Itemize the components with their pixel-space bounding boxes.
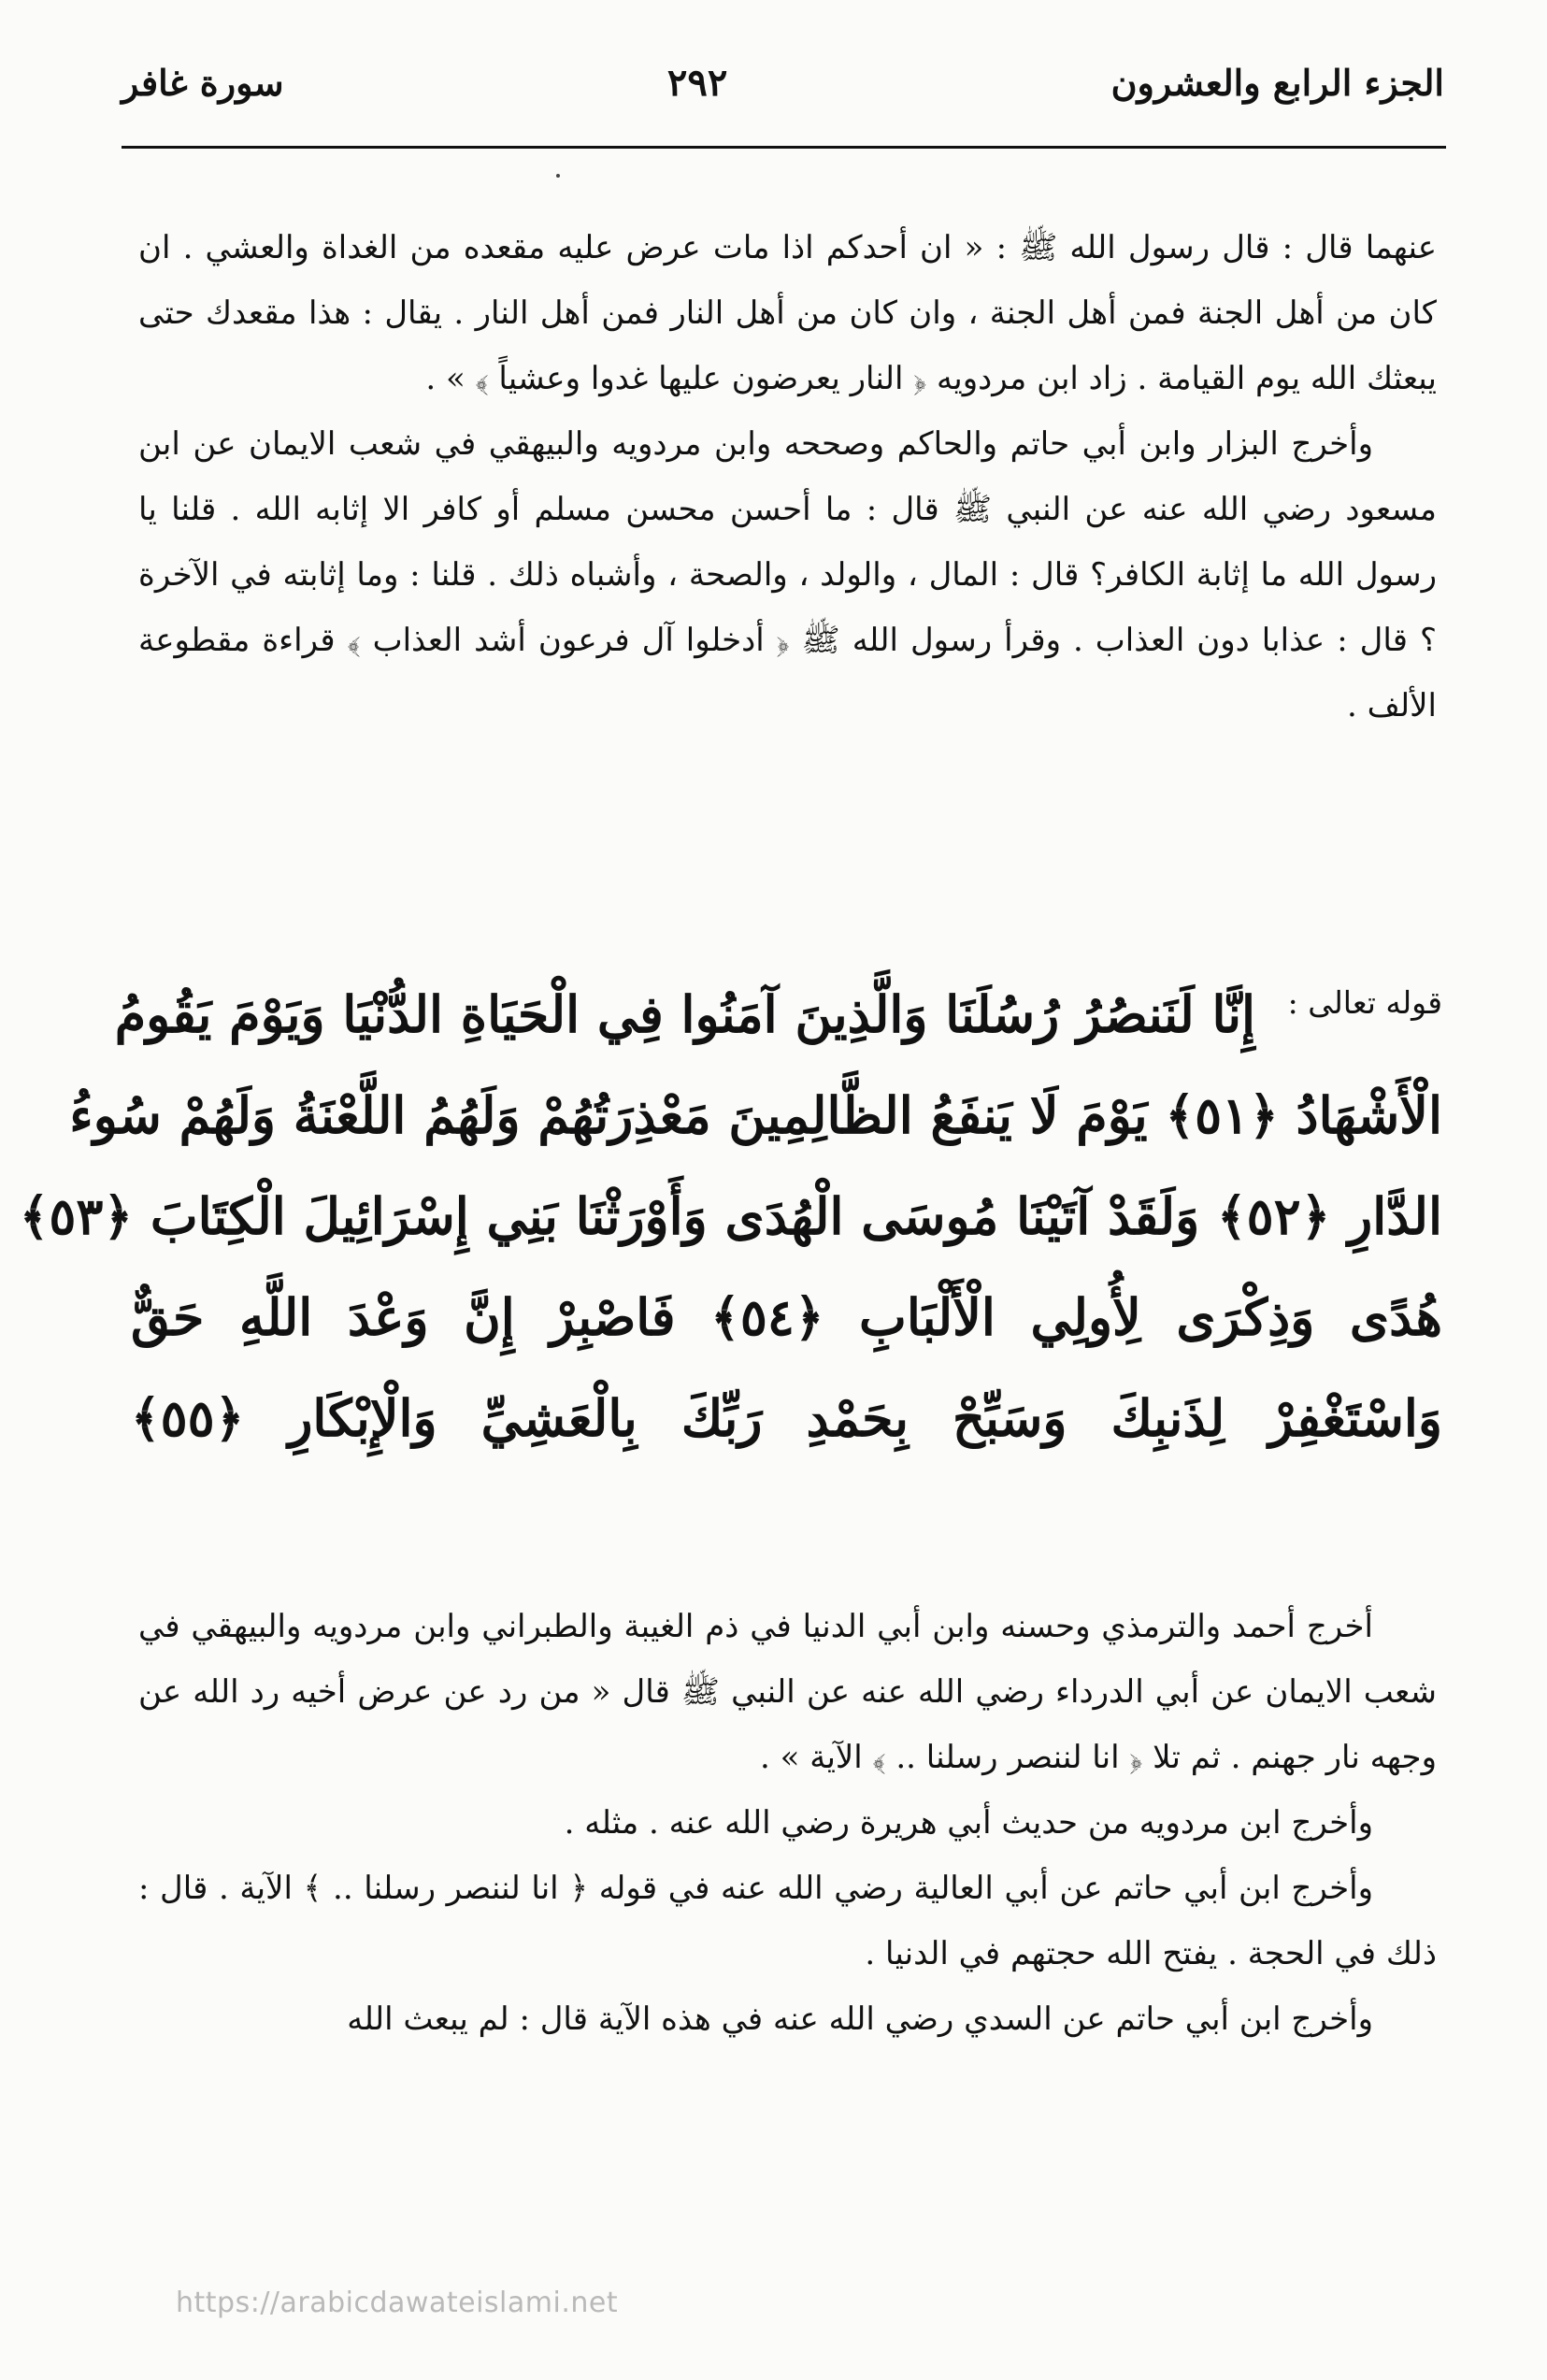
commentary-paragraph: أخرج أحمد والترمذي وحسنه وابن أبي الدنيا في ذم الغيبة والطبراني وابن مردويه والبيهقي في شعب الايمان عن أبي الدرداء رضي الله عنه عن النبي ﷺ قال « من رد عن عرض أخيه رد الله عن وجهه نار جهنم . ثم تلا ﴿ انا لننصر رسلنا .. ﴾ الآية » . [138, 1608, 1437, 1776]
verse-line: الدَّارِ ﴿٥٢﴾ وَلَقَدْ آتَيْنَا مُوسَى الْهُدَى وَأَوْرَثْنَا بَنِي إِسْرَائِيلَ الْكِتَابَ ﴿٥٣﴾ [19, 1186, 1442, 1246]
header-rule [122, 146, 1446, 149]
verse-line: هُدًى وَذِكْرَى لِأُولِي الْأَلْبَابِ ﴿٥٤﴾ فَاصْبِرْ إِنَّ وَعْدَ اللَّهِ حَقٌّ [131, 1287, 1442, 1347]
commentary-paragraph: وأخرج ابن أبي حاتم عن أبي العالية رضي الله عنه في قوله ﴿ انا لننصر رسلنا .. ﴾ الآية . قال : ذلك في الحجة . يفتح الله حجتهم في الدنيا . [138, 1870, 1437, 1972]
commentary-paragraph: وأخرج البزار وابن أبي حاتم والحاكم وصححه وابن مردويه والبيهقي في شعب الايمان عن ابن مسعود رضي الله عنه عن النبي ﷺ قال : ما أحسن محسن مسلم أو كافر الا إثابه الله . قلنا يا رسول الله ما إثابة الكافر؟ قال : المال ، والولد ، والصحة ، وأشباه ذلك . قلنا : وما إثابته في الآخرة ؟ قال : عذابا دون العذاب . وقرأ رسول الله ﷺ ﴿ أدخلوا آل فرعون أشد العذاب ﴾ قراءة مقطوعة الألف . [138, 425, 1437, 724]
source-watermark: https://arabicdawateislami.net [176, 2287, 619, 2319]
commentary-block-top [138, 215, 1437, 738]
commentary-paragraph: عنهما قال : قال رسول الله ﷺ : « ان أحدكم اذا مات عرض عليه مقعده من الغداة والعشي . ان كان من أهل الجنة فمن أهل الجنة ، وان كان من أهل النار فمن أهل النار . يقال : هذا مقعدك حتى يبعثك الله يوم القيامة . زاد ابن مردويه ﴿ النار يعرضون عليها غدوا وعشياً ﴾ » . [138, 229, 1437, 397]
verse-line: إِنَّا لَنَنصُرُ رُسُلَنَا وَالَّذِينَ آمَنُوا فِي الْحَيَاةِ الدُّنْيَا وَيَوْمَ يَقُومُ [114, 984, 1255, 1044]
part-title: الجزء الرابع والعشرون [1110, 61, 1444, 104]
surah-title: سورة غافر [122, 61, 284, 104]
commentary-block-bottom [138, 1594, 1437, 2052]
quran-verses [19, 968, 1442, 1491]
verse-line: الْأَشْهَادُ ﴿٥١﴾ يَوْمَ لَا يَنفَعُ الظَّالِمِينَ مَعْذِرَتُهُمْ وَلَهُمُ اللَّعْنَةُ وَلَهُمْ سُوءُ [69, 1085, 1442, 1145]
commentary-paragraph: وأخرج ابن مردويه من حديث أبي هريرة رضي الله عنه . مثله . [564, 1804, 1373, 1842]
ink-dot [556, 174, 560, 178]
verse-line: وَاسْتَغْفِرْ لِذَنبِكَ وَسَبِّحْ بِحَمْدِ رَبِّكَ بِالْعَشِيِّ وَالْإِبْكَارِ ﴿٥٥﴾ [131, 1388, 1442, 1448]
commentary-paragraph: وأخرج ابن أبي حاتم عن السدي رضي الله عنه في هذه الآية قال : لم يبعث الله [347, 2000, 1373, 2038]
verse-intro: قوله تعالى : [1287, 984, 1442, 1021]
page-header [122, 49, 1444, 116]
page-number: ٢٩٢ [666, 60, 728, 105]
